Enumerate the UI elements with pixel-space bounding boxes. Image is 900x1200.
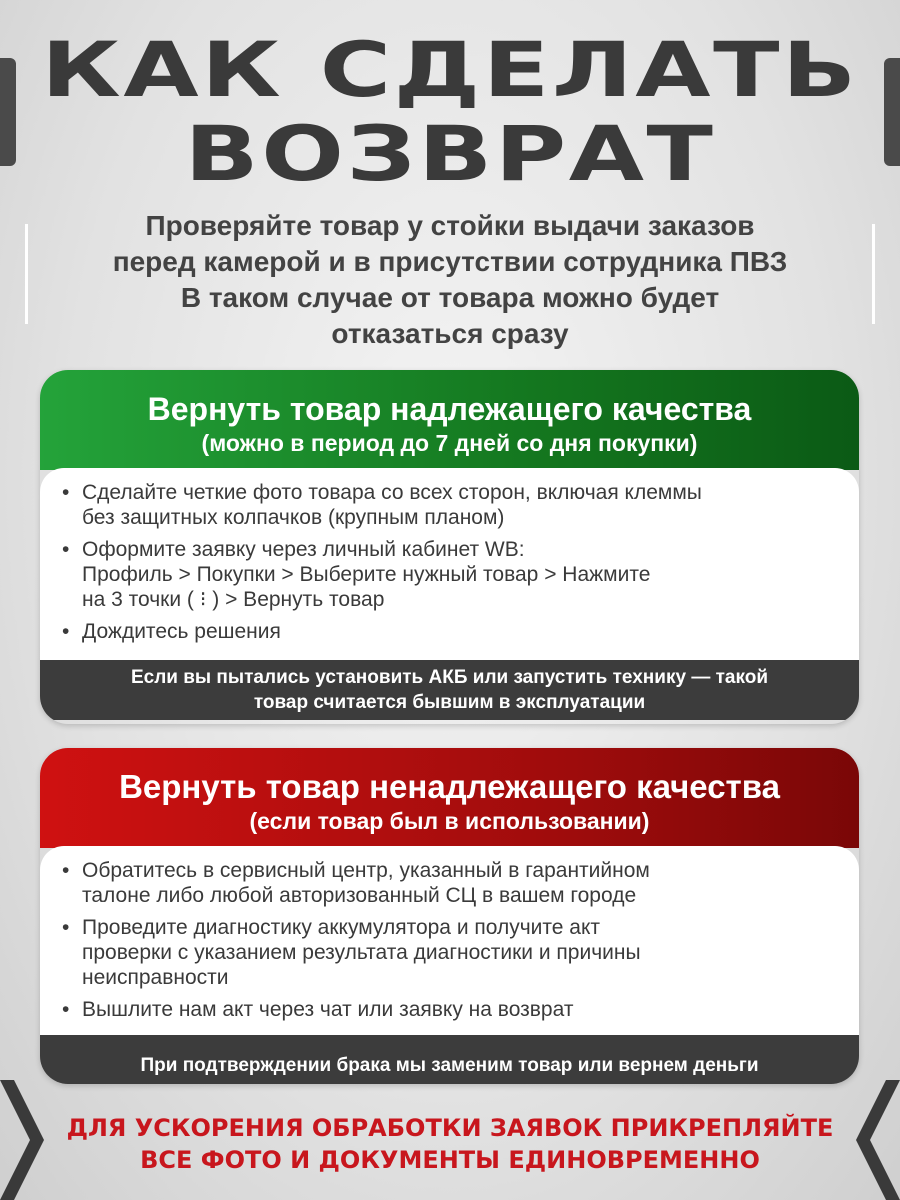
step-line: • Вышлите нам акт через чат или заявку на возврат [82, 998, 574, 1021]
step-item [62, 537, 835, 612]
good-quality-body [40, 468, 859, 660]
step-item [62, 480, 835, 530]
footer-line: Если вы пытались установить АКБ или запустить технику — такой [130, 667, 769, 688]
bottom-note [0, 1112, 900, 1176]
bad-quality-header [40, 748, 859, 848]
good-quality-subtitle: (можно в период до 7 дней со дня покупки) [201, 430, 698, 456]
step-line: на 3 точки ( ⁝ ) > Вернуть товар [82, 588, 385, 611]
step-line: неисправности [82, 966, 229, 989]
intro-line: В таком случае от товара можно будет [180, 282, 720, 313]
good-quality-title: Вернуть товар надлежащего качества [147, 391, 752, 427]
step-line: • Обратитесь в сервисный центр, указанный в гарантийном [82, 859, 650, 882]
bad-quality-steps [62, 858, 835, 1022]
footer-line: При подтверждении брака мы заменим товар или вернем деньги [140, 1054, 759, 1076]
intro-line: отказаться сразу [331, 318, 569, 349]
step-line: Профиль > Покупки > Выберите нужный товар > Нажмите [82, 563, 651, 586]
good-quality-footer [40, 660, 859, 720]
step-line: • Дождитесь решения [82, 620, 281, 643]
bad-quality-footer [40, 1035, 859, 1084]
step-item [62, 997, 835, 1022]
bottom-note-line: ДЛЯ УСКОРЕНИЯ ОБРАБОТКИ ЗАЯВОК ПРИКРЕПЛЯЙТЕ [66, 1114, 834, 1142]
step-line: талоне либо любой авторизованный СЦ в вашем городе [82, 884, 637, 907]
step-line: • Сделайте четкие фото товара со всех сторон, включая клеммы [82, 481, 702, 504]
step-item [62, 619, 835, 644]
bad-quality-title: Вернуть товар ненадлежащего качества [119, 768, 780, 805]
footer-line: товар считается бывшим в эксплуатации [253, 692, 646, 713]
bad-quality-body [40, 846, 859, 1035]
step-item [62, 858, 835, 908]
good-quality-card [40, 370, 859, 724]
step-line: проверки с указанием результата диагностики и причины [82, 941, 641, 964]
bottom-note-line: ВСЕ ФОТО И ДОКУМЕНТЫ ЕДИНОВРЕМЕННО [140, 1146, 760, 1174]
step-item [62, 915, 835, 990]
intro-text [0, 208, 900, 352]
intro-line: перед камерой и в присутствии сотрудника ПВЗ [112, 246, 788, 277]
page-title-line-2: ВОЗВРАТ [184, 109, 716, 198]
bad-quality-subtitle: (если товар был в использовании) [249, 808, 650, 834]
good-quality-header [40, 370, 859, 470]
good-quality-steps [62, 480, 835, 644]
step-line: • Проведите диагностику аккумулятора и получите акт [82, 916, 601, 939]
page-title-line-1: КАК СДЕЛАТЬ [41, 25, 859, 114]
intro-line: Проверяйте товар у стойки выдачи заказов [145, 210, 755, 241]
bad-quality-card [40, 748, 859, 1084]
step-line: • Оформите заявку через личный кабинет WB: [82, 538, 525, 561]
step-line: без защитных колпачков (крупным планом) [82, 506, 505, 529]
